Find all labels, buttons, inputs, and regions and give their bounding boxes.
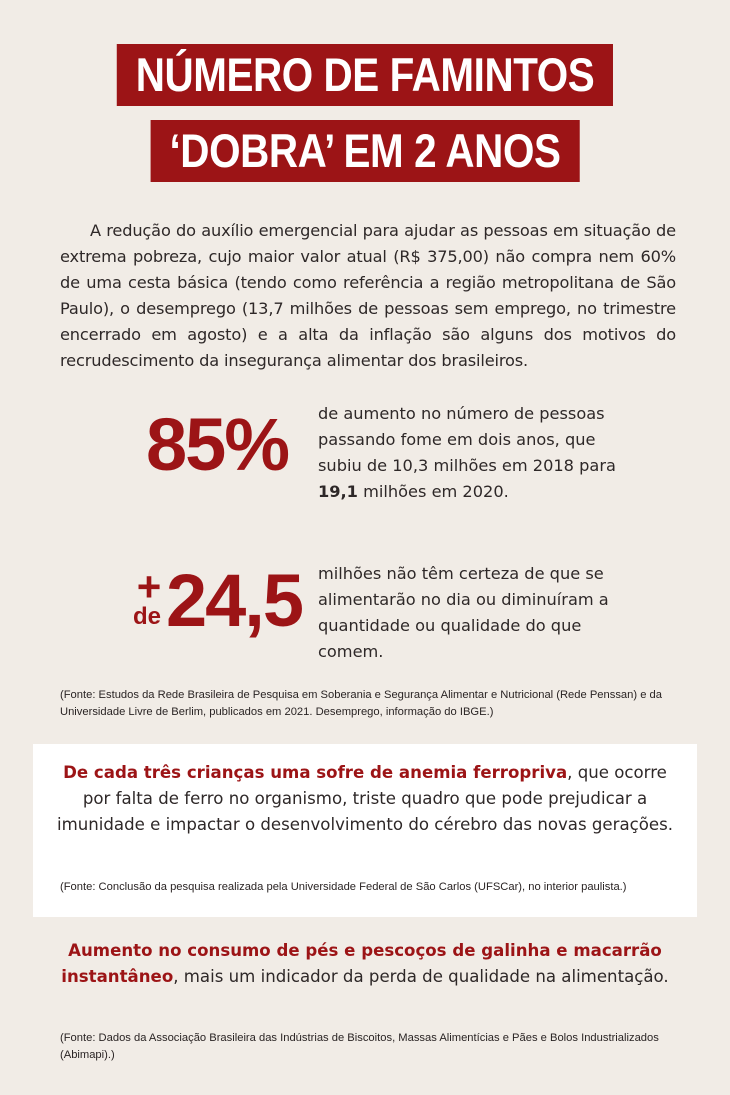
- stat-85-description: [318, 401, 618, 505]
- stat-85-text-after: milhões em 2020.: [357, 482, 509, 501]
- headline-line-1: NÚMERO DE FAMINTOS: [117, 44, 613, 106]
- stat-de-label: de: [132, 603, 161, 630]
- source-note-1: (Fonte: Estudos da Rede Brasileira de Pesquisa em Soberania e Segurança Alimentar e Nutricional (Rede Penssan) e da Universidade Livre de Berlim, publicados em 2021. Desemprego, informação do IBGE.): [60, 689, 662, 718]
- stat-85-text-before: de aumento no número de pessoas passando fome em dois anos, que subiu de 10,3 milhões em 2018 para: [318, 404, 616, 475]
- anemia-rest: , que ocorre por falta de ferro no organismo, triste quadro que pode prejudicar a imunidade e impactar o desenvolvimento do cérebro das novas gerações.: [56, 763, 674, 834]
- stat-plus-sign: +: [136, 563, 162, 610]
- headline-line-2: ‘DOBRA’ EM 2 ANOS: [151, 120, 580, 182]
- consumo-paragraph: [55, 938, 675, 990]
- source-note-3: (Fonte: Dados da Associação Brasileira das Indústrias de Biscoitos, Massas Alimentícias e Pães e Bolos Industrializados (Abimapi).): [60, 1032, 659, 1061]
- anemia-highlight: De cada três crianças uma sofre de anemia ferropriva: [63, 763, 568, 782]
- anemia-paragraph: [50, 760, 680, 838]
- stat-85-text-bold: 19,1: [318, 482, 358, 501]
- stat-24-5-description: milhões não têm certeza de que se alimentarão no dia ou diminuíram a quantidade ou qualidade do que comem.: [318, 564, 609, 661]
- source-note-2: (Fonte: Conclusão da pesquisa realizada pela Universidade Federal de São Carlos (UFSCar), no interior paulista.): [60, 881, 627, 893]
- consumo-highlight: Aumento no consumo de pés e pescoços de galinha e macarrão instantâneo: [61, 941, 662, 986]
- consumo-rest: , mais um indicador da perda de qualidade na alimentação.: [173, 967, 669, 986]
- intro-paragraph: A redução do auxílio emergencial para ajudar as pessoas em situação de extrema pobreza, cujo maior valor atual (R$ 375,00) não compra nem 60% de uma cesta básica (tendo como referência a região metropolitana de São Paulo), o desemprego (13,7 milhões de pessoas sem emprego, no trimestre encerrado em agosto) e a alta da inflação são alguns dos motivos do recrudescimento da insegurança alimentar dos brasileiros.: [60, 221, 676, 370]
- stat-24-5: 24,5: [166, 559, 303, 642]
- stat-85-percent: 85%: [146, 403, 289, 486]
